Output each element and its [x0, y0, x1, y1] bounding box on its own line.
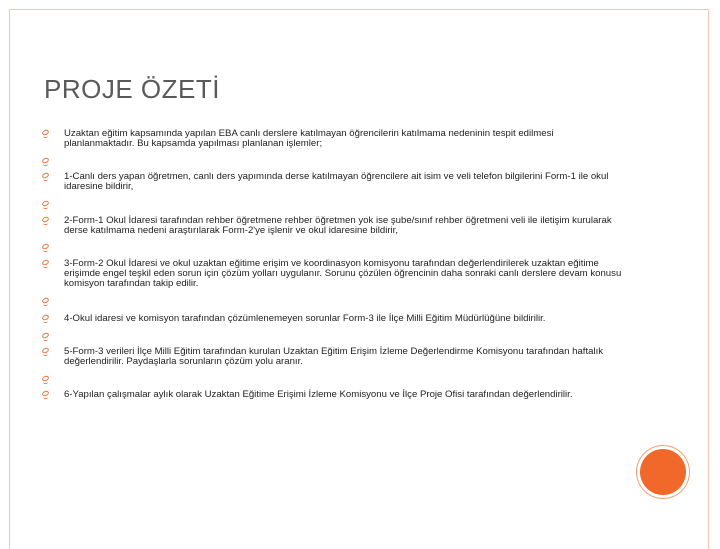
curly-bullet-icon [42, 348, 50, 356]
curly-bullet-icon [42, 333, 50, 341]
curly-bullet-icon [42, 217, 50, 225]
curly-bullet-icon [42, 376, 50, 384]
curly-bullet-icon [42, 173, 50, 181]
bullet-text: 5-Form-3 verileri İlçe Milli Eğitim tarafından kurulan Uzaktan Eğitim Erişim İzleme Değerlendirme Komisyonu tarafından haftalık değerlendirilir. Paydaşlarla sorunların çözüm yolu aranır. [64, 346, 604, 367]
bullet-text: Uzaktan eğitim kapsamında yapılan EBA canlı derslere katılmayan öğrencilerin katılmama nedeninin tespit edilmesi planlanmaktadır. Bu kapsamda yapılması planlanan işlemler; [64, 128, 554, 149]
curly-bullet-icon [42, 158, 50, 166]
curly-bullet-icon [42, 244, 50, 252]
curly-bullet-icon [42, 130, 50, 138]
curly-bullet-icon [42, 201, 50, 209]
curly-bullet-icon [42, 260, 50, 268]
bullet-text: 4-Okul idaresi ve komisyon tarafından çözümlenemeyen sorunlar Form-3 ile İlçe Milli Eğitim Müdürlüğüne bildirilir. [64, 313, 546, 324]
bullet-text: 3-Form-2 Okul İdaresi ve okul uzaktan eğitime erişim ve koordinasyon komisyonu tarafından değerlendirilerek uzaktan eğitime erişimde engel teşkil eden sorun için çözüm yolları uygulanır. Sorunu çözülen öğrencinin daha sonraki canlı derslere devam konusu komisyon tarafından takip edilir. [64, 258, 622, 289]
slide-title: PROJE ÖZETİ [44, 74, 220, 104]
bullet-text: 1-Canlı ders yapan öğretmen, canlı ders yapımında derse katılmayan öğrencilere ait isim ve veli telefon bilgilerini Form-1 ile okul idaresine bildirir, [64, 171, 609, 192]
curly-bullet-icon [42, 391, 50, 399]
bullet-text: 2-Form-1 Okul İdaresi tarafından rehber öğretmene rehber öğretmen yok ise şube/sınıf rehber öğretmeni veli ile iletişim kurularak derse katılmama nedeni araştırılarak Form-2'ye işlenir ve okul idaresine bildirir, [64, 215, 612, 236]
curly-bullet-icon [42, 315, 50, 323]
curly-bullet-icon [42, 298, 50, 306]
bullet-text: 6-Yapılan çalışmalar aylık olarak Uzaktan Eğitime Erişimi İzleme Komisyonu ve İlçe Proje Ofisi tarafından değerlendirilir. [64, 389, 573, 400]
orange-circle [640, 449, 686, 495]
